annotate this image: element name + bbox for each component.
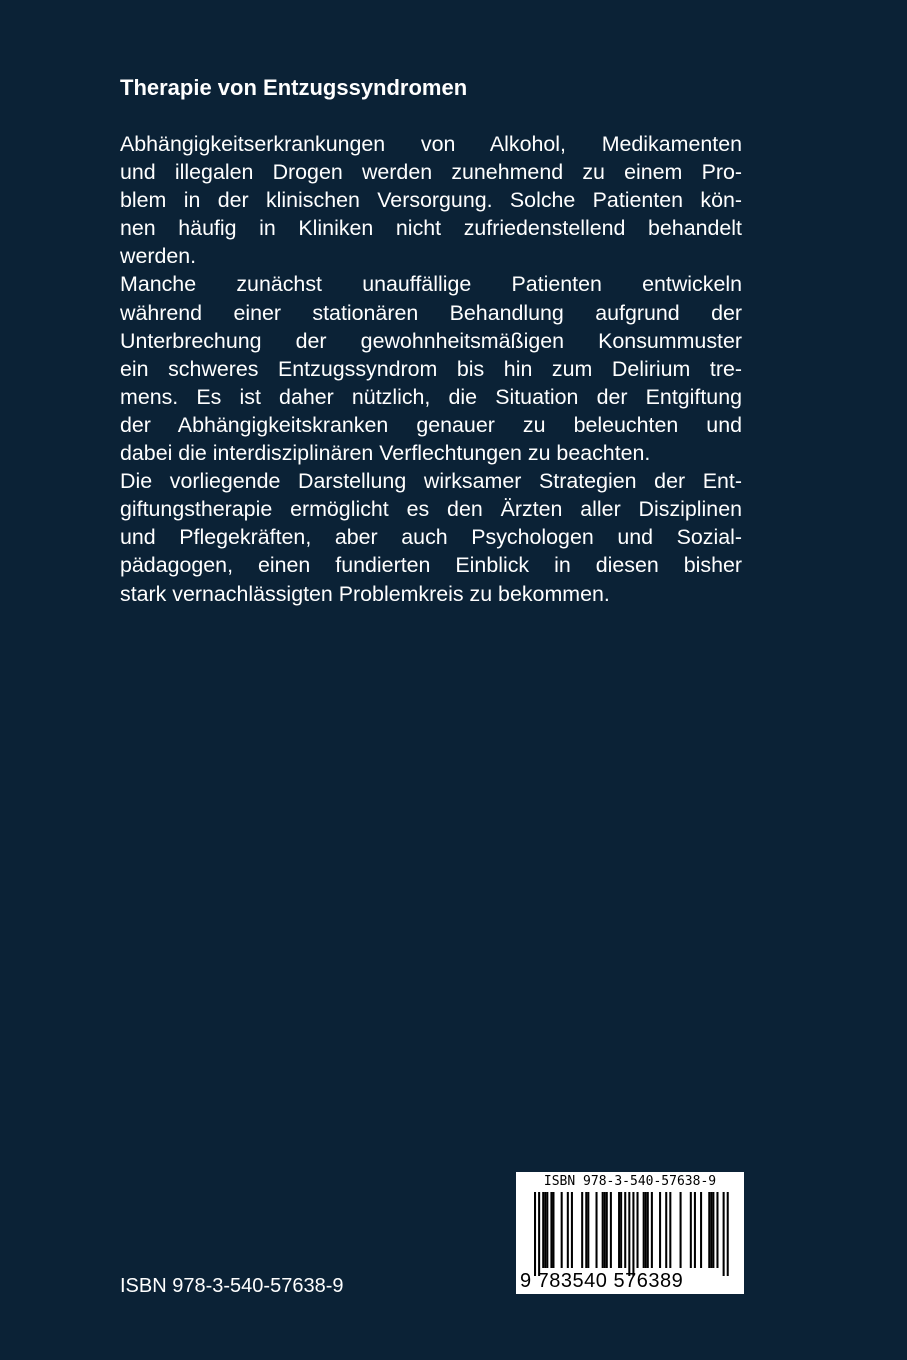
- description-line: stark vernachlässigten Problemkreis zu bekommen.: [120, 581, 610, 606]
- barcode-bar: [538, 1192, 540, 1276]
- barcode-bar: [710, 1192, 712, 1268]
- barcode-bar: [620, 1192, 622, 1268]
- description-line: nen häufig in Kliniken nicht zufriedenstellend behandelt: [120, 216, 742, 241]
- description-line: Die vorliegende Darstellung wirksamer Strategien der Ent-: [120, 469, 742, 494]
- barcode-bar: [665, 1192, 667, 1268]
- barcode-bar: [637, 1192, 639, 1268]
- barcode-bar: [700, 1192, 702, 1268]
- barcode-bar: [596, 1192, 598, 1268]
- barcode-bar: [694, 1192, 696, 1268]
- description-line: Unterbrechung der gewohnheitsmäßigen Konsummuster: [120, 328, 742, 353]
- barcode-bar: [585, 1192, 587, 1268]
- barcode-bar: [604, 1192, 606, 1268]
- description-text: [120, 130, 742, 608]
- barcode-bar: [602, 1192, 604, 1268]
- barcode-isbn-text: ISBN 978-3-540-57638-9: [543, 1174, 717, 1189]
- barcode-bar: [587, 1192, 589, 1268]
- barcode-bar: [571, 1192, 573, 1268]
- description-line: giftungstherapie ermöglicht es den Ärzten aller Disziplinen: [120, 497, 742, 522]
- description-line: während einer stationären Behandlung aufgrund der: [120, 300, 742, 325]
- barcode-bar: [647, 1192, 649, 1268]
- barcode-bar: [546, 1192, 548, 1268]
- description-line: werden.: [120, 244, 197, 269]
- description-line: ein schweres Entzugssyndrom bis hin zum Delirium tre-: [120, 356, 742, 381]
- barcode-bar: [659, 1192, 661, 1268]
- description-line: Manche zunächst unauffällige Patienten entwickeln: [120, 272, 742, 297]
- isbn-label: ISBN 978-3-540-57638-9: [120, 1275, 344, 1297]
- barcode-bar: [645, 1192, 647, 1268]
- description-line: der Abhängigkeitskranken genauer zu beleuchten und: [120, 412, 742, 437]
- barcode-bar: [628, 1192, 630, 1276]
- barcode-bar: [669, 1192, 671, 1268]
- description-line: und Pflegekräften, aber auch Psychologen und Sozial-: [120, 525, 742, 550]
- description-line: mens. Es ist daher nützlich, die Situation der Entgiftung: [120, 384, 742, 409]
- description-line: Abhängigkeitserkrankungen von Alkohol, Medikamenten: [120, 132, 742, 156]
- barcode-bar: [651, 1192, 653, 1268]
- barcode-bar: [723, 1192, 725, 1276]
- barcode-bar: [618, 1192, 620, 1268]
- barcode-bar: [727, 1192, 729, 1276]
- barcode-bar: [561, 1192, 563, 1268]
- description-line: pädagogen, einen fundierten Einblick in diesen bisher: [120, 553, 742, 578]
- barcode-bar: [542, 1192, 544, 1268]
- barcode-bar: [606, 1192, 608, 1268]
- barcode-bar: [567, 1192, 569, 1268]
- barcode-bar: [632, 1192, 634, 1276]
- barcode-bar: [716, 1192, 718, 1268]
- barcode-bar: [680, 1192, 682, 1268]
- barcode-label: [516, 1172, 744, 1294]
- description-line: dabei die interdisziplinären Verflechtungen zu beachten.: [120, 441, 651, 466]
- barcode-bar: [534, 1192, 536, 1276]
- barcode-bar: [712, 1192, 714, 1268]
- barcode-bar: [624, 1192, 626, 1268]
- barcode-bar: [708, 1192, 710, 1268]
- barcode-bar: [552, 1192, 554, 1268]
- description-line: blem in der klinischen Versorgung. Solche Patienten kön-: [120, 188, 742, 213]
- barcode-bar: [544, 1192, 546, 1268]
- barcode-bar: [690, 1192, 692, 1268]
- barcode-bar: [643, 1192, 645, 1268]
- book-title: Therapie von Entzugssyndromen: [120, 75, 468, 100]
- barcode-bar: [610, 1192, 612, 1268]
- barcode-bar: [581, 1192, 583, 1268]
- description-line: und illegalen Drogen werden zunehmend zu einem Pro-: [120, 160, 742, 185]
- barcode-digits: 9 783540 576389: [520, 1270, 684, 1292]
- barcode-bar: [550, 1192, 552, 1268]
